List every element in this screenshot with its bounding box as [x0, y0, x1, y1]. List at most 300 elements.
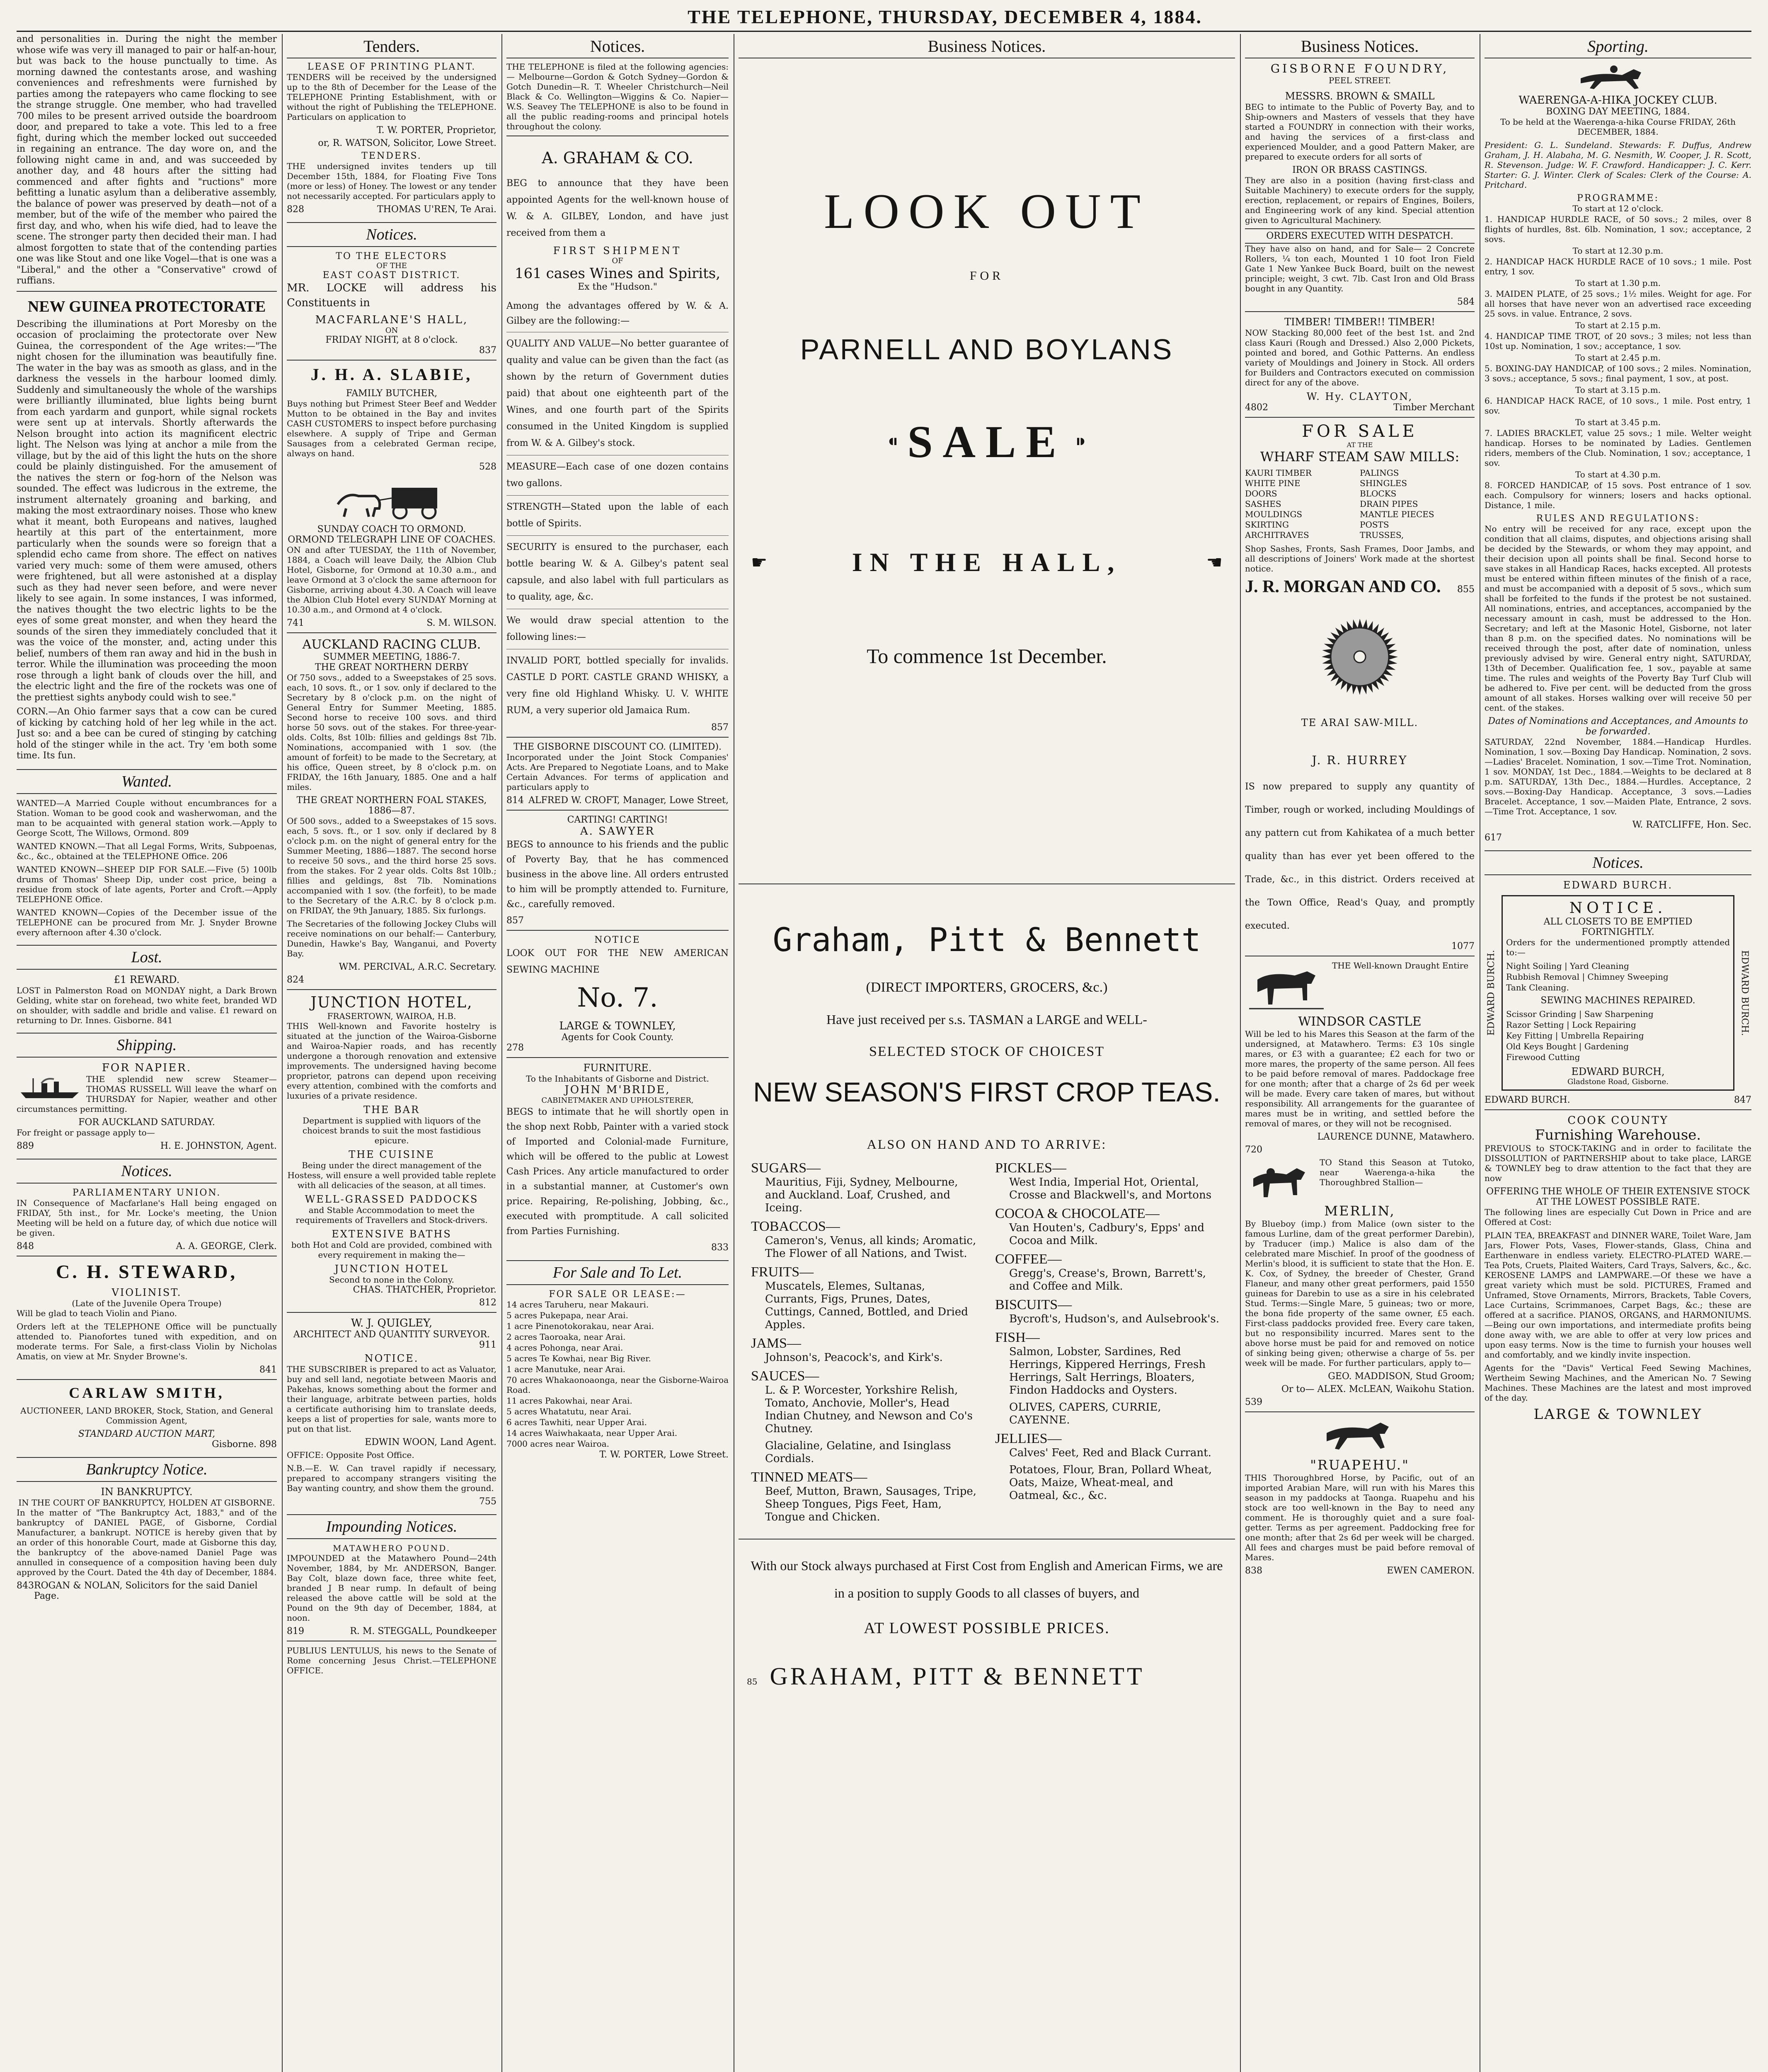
product-items: Muscatels, Elemes, Sultanas, Currants, Figs, Prunes, Dates, Cuttings, Canned, Bottled, and Dried Apples. — [765, 1280, 968, 1331]
section-heading-sporting: Sporting. — [1485, 34, 1751, 58]
ad-number: 848 — [17, 1241, 34, 1251]
merlin-body: By Blueboy (imp.) from Malice (own sister to the famous Lurline, dam of the great performer Darebin), by Traducer (imp.) Malice is also dam of the celebrated mare Mischief. In proof of the goodness of Merlin's blood, it is sufficient to state that the Hon. E. K. Cox, of Sydney, the breeder of Chester, Grand Flaneur, and many other great performers, paid 1550 guineas for Darebin to use as a sire in his celebrated Stud. Terms:—Single Mare, 5 guineas; two or more, the bona fide property of the same owner, £5 each. First-class paddocks provided free. Every care taken, but no responsibility incurred. Mares sent to the above horse must be paid for and removed on notice of sinking being given; otherwise a charge of 5s. per week will be made. For further particulars, apply to— — [1245, 1219, 1475, 1368]
ad-body: Buys nothing but Primest Steer Beef and Wedder Mutton to be obtained in the Bay and invites CASH CUSTOMERS to inspect before purchasing elsewhere. A supply of Tripe and German Sausages from a celebrated German recipe, always on hand. — [287, 399, 496, 458]
gpb-signature: GRAHAM, PITT & BENNETT — [770, 1663, 1145, 1690]
column-rule — [282, 34, 283, 2072]
ad-number: 617 — [1485, 833, 1502, 843]
sawmill-title: TE ARAI SAW-MILL. — [1301, 717, 1419, 729]
advertiser-sub: (Late of the Juvenile Opera Troupe) — [72, 1298, 222, 1308]
windsor-name: WINDSOR CASTLE — [1298, 1014, 1422, 1029]
gpb-left-list — [751, 1160, 978, 1528]
tender-title: LEASE OF PRINTING PLANT. — [307, 62, 476, 72]
hall-headline: IN THE HALL, — [852, 547, 1122, 577]
product-category: TOBACCOS— — [751, 1219, 840, 1234]
gpb-right-list — [995, 1160, 1223, 1528]
foundry-body: BEG to intimate to the Public of Poverty Bay, and to Ship-owners and Masters of vessels that they have started a FOUNDRY in connection with their works, and having the services of a first-class and experienced Moulder, and a good Pattern Maker, are prepared to execute orders for all sorts of — [1245, 102, 1475, 162]
burch-orders: Orders for the undermentioned promptly attended to:— — [1506, 937, 1730, 957]
saw-tooth — [1389, 655, 1398, 660]
race-title: THE GREAT NORTHERN DERBY — [315, 662, 469, 673]
furniture-body: BEGS to intimate that he will shortly open in the shop next Robb, Painter with a varied stock of Imported and Colonial-made Furniture, which will be offered to the public at Lowest Cash Prices. Any article manufactured to order in a substantial manner, at Customer's own price. Repairing, Re-polishing, Jobbing, &c., executed with promptitude. A call solicited from Parties Furnishing. — [506, 1107, 729, 1237]
sale-banner — [739, 416, 1235, 468]
column-5 — [1245, 34, 1475, 2072]
timber-product: WHITE PINE — [1245, 478, 1301, 488]
sale-commence: To commence 1st December. — [867, 644, 1107, 668]
merlin-name: MERLIN, — [1324, 1203, 1395, 1219]
ad-number: 889 — [17, 1140, 34, 1151]
lookout-headline: LOOK OUT — [824, 184, 1150, 239]
cook-county-offer: OFFERING THE WHOLE OF THEIR EXTENSIVE STOCK — [1486, 1186, 1750, 1197]
bankruptcy-court: IN THE COURT OF BANKRUPTCY, HOLDEN AT GISBORNE. — [18, 1497, 275, 1508]
burch-side-left: EDWARD BURCH. — [1486, 950, 1497, 1036]
column-rule — [1240, 34, 1241, 2072]
ad-number: 741 — [287, 618, 304, 628]
ruapehu-signature: EWEN CAMERON. — [1387, 1566, 1475, 1576]
ad-number: 828 — [287, 204, 304, 215]
bankruptcy-title: IN BANKRUPTCY. — [101, 1486, 193, 1498]
advertiser-title: ARCHITECT AND QUANTITY SURVEYOR. — [293, 1329, 490, 1340]
service-line: Old Keys Bought | Gardening — [1506, 1041, 1629, 1051]
burch-services — [1506, 961, 1730, 1063]
product-category: JELLIES— — [995, 1431, 1062, 1446]
advertiser-name: J. H. A. SLABIE, — [310, 365, 473, 384]
hotel-feature-text: Being under the direct management of the Hostess, will ensure a well provided table replete with all delicacies of the season, at all times. — [287, 1160, 496, 1190]
burch-address: Gladstone Road, Gisborne. — [1567, 1077, 1669, 1086]
dates-signature: W. RATCLIFFE, Hon. Sec. — [1632, 820, 1751, 830]
section-heading-bankruptcy: Bankruptcy Notice. — [17, 1457, 277, 1482]
timber-product: ARCHITRAVES — [1245, 530, 1309, 540]
saw-tooth — [1363, 619, 1369, 629]
gpb-selected: SELECTED STOCK OF CHOICEST — [869, 1044, 1105, 1059]
foundry-body: They have also on hand, and for Sale— 2 Concrete Rollers, ¼ ton each, Mounted 1 10 foot Iron Field Gate 1 New Yankee Buck Board, built on the newest principle; weight, 3 cwt. 7lb. Cast Iron and Old Brass bought in any Quantity. — [1245, 244, 1475, 293]
section-heading-notices: Notices. — [287, 222, 496, 247]
product-items: Calves' Feet, Red and Black Currant. — [1009, 1447, 1211, 1459]
shipping-title: FOR NAPIER. — [102, 1061, 192, 1074]
steamship-icon — [17, 1076, 83, 1101]
cook-county-rate: AT THE LOWEST POSSIBLE RATE. — [1536, 1197, 1700, 1207]
hotel-feature-text: and Stable Accommodation to meet the requirements of Travellers and Stock-drivers. — [295, 1205, 488, 1225]
windsor-signature: LAURENCE DUNNE, Matawhero. — [1317, 1132, 1475, 1142]
divider — [287, 1312, 496, 1313]
service-line: Rubbish Removal | Chimney Sweeping — [1506, 972, 1669, 982]
merlin-signature: GEO. MADDISON, Stud Groom; — [1328, 1371, 1475, 1382]
product-items: Johnson's, Peacock's, and Kirk's. — [765, 1351, 943, 1364]
race-entry: 7. LADIES BRACKLET, value 25 sovs.; 1 mile. Welter weight handicap. Horses to be nominated by Ladies. Gentlemen riders, members of the Club. Nomination, 1 sov.; acceptance, 1 sov. — [1485, 428, 1751, 468]
dates-body: SATURDAY, 22nd November, 1884.—Handicap Hurdles. Nomination, 1 sov.—Boxing Day Handicap. Nomination, 2 sovs.—Ladies' Bracelet. Nomination, 1 sov.—Time Trot. Nomination, 1 sov. MONDAY, 1st Dec., 1884.—Weights to be declared at 8 p.m. SATURDAY, 13th Dec., 1884.—Hurdles. Acceptance, 2 sovs.—Boxing-Day Handicap. Acceptance, 3 sovs.—Ladies Bracelet. Acceptance, 1 sov.—Maiden Plate, Entrance, 2 sovs.—Time Trot. Acceptance, 1 sov. — [1485, 737, 1751, 816]
advertiser-title: VIOLINIST. — [111, 1286, 182, 1298]
service-line: Night Soiling | Yard Cleaning — [1506, 961, 1629, 971]
notice-body: THE TELEPHONE is filed at the following agencies:— Melbourne—Gordon & Gotch Sydney—Gordon & Gotch Dunedin—R. T. Wheeler Christchurch—Neil Black & Co. Wellington—Wiggins & Co. Napier—W.S. Seavey The TELEPHONE is also to be found in all the public reading-rooms and principal hotels throughout the colony. — [506, 62, 729, 131]
advertiser-name: A. GRAHAM & CO. — [542, 149, 693, 167]
burch-side-right: EDWARD BURCH. — [1739, 950, 1750, 1036]
column-3 — [506, 34, 729, 2072]
saw-tooth — [1322, 654, 1331, 659]
sewing-machine-number: No. 7. — [577, 983, 658, 1013]
furniture-sub: To the Inhabitants of Gisborne and District. — [526, 1074, 709, 1084]
product-entry — [995, 1330, 1223, 1397]
service-line: Scissor Grinding | Saw Sharpening — [1506, 1009, 1654, 1019]
hotel-signature: CHAS. THATCHER, Proprietor. — [353, 1285, 496, 1295]
product-items: West India, Imperial Hot, Oriental, Crosse and Blackwell's, and Mortons — [1009, 1176, 1212, 1201]
jockey-club-officials: President: G. L. Sundeland. Stewards: F. Duffus, Andrew Graham, J. H. Alabaha, M. G. Nesmith, W. Cooper, J. R. Scott, R. Stevenson. Judge: W. F. Crawford. Handicapper: J. C. Kerr. Starter: G. J. Winter. Clerk of Scales: Clerk of the Course: A. Pritchard. — [1485, 140, 1751, 190]
race-entry: 4. HANDICAP TIME TROT, of 20 sovs.; 3 miles; not less than 10st up. Nomination, 1 sov.; acceptance, 1 sov. — [1485, 331, 1751, 351]
burch-signature: EDWARD BURCH, — [1571, 1066, 1665, 1077]
advertiser-title: FAMILY BUTCHER, — [346, 388, 438, 399]
notice-signature: EDWIN WOON, Land Agent. — [365, 1437, 496, 1447]
foundry-body: They are also in a position (having first-class and Suitable Machinery) to execute orders for the supply, erection, replacement, or repairs of Engines, Boilers, and Engineering work of any kind. Special attention given to Agricultural Machinery. — [1245, 175, 1475, 225]
sale-headline: SALE — [907, 416, 1066, 467]
notice-hall: MACFARLANE'S HALL, — [315, 314, 468, 326]
advertiser-name: CARLAW SMITH, — [69, 1384, 225, 1401]
for-sale-item: 5 acres Whatatutu, near Arai. — [506, 1406, 632, 1416]
product-category: COCOA & CHOCOLATE— — [995, 1206, 1160, 1221]
timber-products-left — [1245, 468, 1360, 540]
lookout-for: FOR — [969, 269, 1004, 283]
notice-body: MR. LOCKE will address his Constituents in — [287, 282, 496, 309]
wanted-ad: WANTED KNOWN.—That all Legal Forms, Writs, Subpoenas, &c., &c., obtained at the TELEPHONE Office. 206 — [17, 841, 277, 861]
divider — [506, 495, 729, 496]
shipment-title: FIRST SHIPMENT — [553, 245, 682, 257]
notice-district: EAST COAST DISTRICT. — [322, 270, 461, 281]
divider — [287, 360, 496, 361]
hotel-body: THIS Well-known and Favorite hostelry is situated at the junction of the Wairoa-Gisborne and Wairoa-Napier roads, and has recently undergone a thorough renovation and extensive improvements. The undersigned having become proprietor, patrons can depend upon receiving every attention, combined with the comforts and luxuries of a private residence. — [287, 1021, 496, 1101]
pound-title: MATAWHERO POUND. — [332, 1543, 450, 1553]
section-heading-business: Business Notices. — [739, 34, 1235, 58]
for-sale-title: FOR SALE OR LEASE:— — [549, 1289, 686, 1300]
burch-foot: EDWARD BURCH. — [1485, 1095, 1570, 1105]
timber-product: POSTS — [1360, 520, 1389, 530]
product-entry — [751, 1368, 978, 1435]
hall-line — [739, 547, 1235, 578]
divider — [287, 632, 496, 633]
hotel-feature: THE BAR — [363, 1104, 420, 1116]
race-start-time: To start at 3.45 p.m. — [1575, 417, 1661, 427]
saw-tooth — [1351, 619, 1358, 629]
article-continuation: and personalities in. During the night the member whose wife was very ill managed to pair or half-an-hour, but was back to the house punctually to time. As morning dawned the contestants arose, and washing conveniences and refreshments were furnished by parties among the ratepayers who came flocking to see the strange struggle. One member, who had travelled 700 miles to be present arrived outside the boardroom door, and prepared to take a vote. This led to a free fight, during which the member locked out succeeded in regaining an entrance. The day wore on, and the following night came in and, and was succeeded by another day, and 48 hours after the sitting had commenced and after fights and "ructions" more befitting a lunatic asylum than a deliberative assembly, the balance of power was preserved by death—not of a member, but of the wife of the member who paired the first day, and who, when his wife died, had to leave the scene. The stronger party then decided their man. I had almost forgotten to state that of the contending parties one was like Stout and one like Vogel—that is one was a "Liberal," and the other a "Conservative" crowd of ruffians. — [17, 34, 277, 286]
ad-number: 539 — [1245, 1397, 1262, 1407]
hotel-second: Second to none in the Colony. — [329, 1275, 454, 1285]
foundry-title: GISBORNE FOUNDRY, — [1270, 62, 1449, 75]
gpb-stock: With our Stock always purchased at First Cost from English and American Firms, we are in a position to supply Goods to all classes of buyers, and — [751, 1558, 1223, 1600]
discount-body: Incorporated under the Joint Stock Companies' Acts. Are Prepared to Negotiate Loans, and to Make Certain Advances. For terms of application and particulars apply to — [506, 752, 729, 792]
divider — [17, 1379, 277, 1380]
ad-number: 837 — [479, 345, 496, 356]
saw-tooth — [1388, 648, 1398, 655]
shipping-ad: THE splendid new screw Steamer— THOMAS RUSSELL Will leave the wharf on THURSDAY for Napier, weather and other circumstances permitting. — [17, 1074, 277, 1114]
notice-office: OFFICE: Opposite Post Office. — [287, 1450, 414, 1460]
lost-reward: £1 REWARD. — [114, 973, 180, 985]
gpb-subtitle: (DIRECT IMPORTERS, GROCERS, &c.) — [866, 980, 1108, 995]
ad-body: INVALID PORT, bottled specially for invalids. CASTLE D PORT. CASTLE GRAND WHISKY, a very fine old Highland Whisky. U. V. WHITE RUM, a very superior old Jamaica Rum. — [506, 656, 729, 716]
section-heading-for-sale: For Sale and To Let. — [506, 1260, 729, 1285]
column-rule — [501, 34, 502, 2072]
ad-body: QUALITY AND VALUE—No better guarantee of quality and value can be given than the fact (as shown by the return of Government duties paid) that about one eighteenth part of the Wines, and one fourth part of the Spirits consumed in the United Kingdom is supplied from W. & A. Gilbey's stock. — [506, 339, 729, 448]
hotel-title: JUNCTION HOTEL, — [310, 994, 473, 1011]
advertiser-name: W. J. QUIGLEY, — [351, 1317, 433, 1329]
for-sale-item: 1 acre Manutuke, near Arai. — [506, 1364, 625, 1374]
divider — [506, 810, 729, 811]
ad-number: 4802 — [1245, 402, 1268, 413]
ad-body: BEG to announce that they have been appointed Agents for the well-known house of W. & A. GILBEY, London, and have just received from them a — [506, 178, 729, 238]
ad-number: 1077 — [1451, 941, 1475, 951]
coach-title: SUNDAY COACH TO ORMOND. — [317, 524, 466, 535]
ad-body: SECURITY is ensured to the purchaser, each bottle bearing W. & A. Gilbey's patent seal capsule, and also label with full particulars as to quality, age, &c. — [506, 542, 729, 602]
shipment-cases: 161 cases Wines and Spirits, — [514, 265, 721, 282]
carting-name: A. SAWYER — [580, 825, 655, 838]
race-programme-list — [1485, 203, 1751, 510]
ad-number: 85 — [747, 1677, 758, 1687]
ad-number: 911 — [479, 1340, 496, 1350]
saw-tooth — [1350, 685, 1357, 695]
cook-county-sub: Furnishing Warehouse. — [1535, 1127, 1701, 1143]
jockey-racehorse-icon — [1564, 62, 1672, 91]
for-sale-at: AT THE — [1347, 441, 1373, 449]
timber-product: TRUSSES, — [1360, 530, 1404, 540]
race-body: Of 750 sovs., added to a Sweepstakes of 25 sovs. each, 10 sovs. ft., or 1 sov. only if declared to the Secretary by 8 o'clock p.m. on the night of General Entry for Summer Meeting, 1885. Second horse to receive 100 sovs. and third horse 50 sovs. out of the stakes. For three-year-olds. Colts, 8st 10lb: fillies and geldings 8st 7lb. Nominations, accompanied with 1 sov. (the amount of forfeit) to be made to the Secretary, at his office, Queen street, by 8 o'clock p.m. on FRIDAY, the 16th January, 1885. One and a half miles. — [287, 673, 496, 792]
hurrey-body: IS now prepared to supply any quantity of Timber, rough or worked, including Mouldings of any pattern cut from Kahikatea of a much better quality than has ever yet been offered to the Trade, &c., in this district. Orders received at the Town Office, Read's Quay, and promptly executed. — [1245, 782, 1475, 931]
rules-body: No entry will be received for any race, except upon the condition that all claims, disputes, and objections arising shall be decided by the Stewards, or whom they may appoint, and their decision upon all points shall be final. Second horse to save stakes in all Handicap Races, hacks excepted. All protests must be entered within fifteen minutes of the finish of a race, and must be accompanied with a deposit of 5 sovs., which sum shall be forfeited to the funds if the protest be not sustained. All nominations, entries, and acceptances, accompanied by the necessary amount in cash, must be addressed to the Hon. Secretary; and left at the Masonic Hotel, Gisborne, not later than 8 p.m. on the specified dates. No nominations will be received through the post, after date of nomination, unless previously advised by wire. General entry night, SATURDAY, 13th of December. Qualification fee, 1 sov., payable at same time. The rules and weights of the Poverty Bay Turf Club will be adhered to. Five per cent. will be deducted from the gross amount of all stakes. Horses walking over will receive 50 per cent. of the stakes. — [1485, 524, 1751, 713]
ornament-icon: ⁍ — [1074, 427, 1087, 457]
product-category: COFFEE— — [995, 1251, 1062, 1267]
divider — [1485, 1109, 1751, 1110]
shop-sashes: Shop Sashes, Fronts, Sash Frames, Door Jambs, and all descriptions of Joiners' Work made at the shortest notice. — [1245, 544, 1475, 574]
hotel-feature: EXTENSIVE BATHS — [332, 1228, 452, 1240]
timber-product: PALINGS — [1360, 468, 1399, 478]
hotel-name: JUNCTION HOTEL — [334, 1263, 449, 1275]
race-start-time: To start at 3.15 p.m. — [1575, 385, 1661, 395]
divider — [506, 930, 729, 931]
ad-number: 812 — [479, 1297, 496, 1308]
product-entry — [995, 1251, 1223, 1293]
product-items: Beef, Mutton, Brawn, Sausages, Tripe, Sheep Tongues, Pigs Feet, Ham, Tongue and Chicken. — [765, 1485, 977, 1523]
coach-sub: ORMOND TELEGRAPH LINE OF COACHES. — [288, 535, 496, 545]
notice-sub: OF THE — [376, 261, 407, 270]
timber-product: KAURI TIMBER — [1245, 468, 1312, 478]
ad-number: 847 — [1734, 1095, 1751, 1105]
product-items: Bycroft's, Hudson's, and Aulsebrook's. — [1009, 1313, 1219, 1325]
notice-signature: A. A. GEORGE, Clerk. — [176, 1241, 277, 1251]
for-sale-item: 14 acres Taruheru, near Makauri. — [506, 1300, 649, 1310]
advertiser-trade: CABINETMAKER AND UPHOLSTERER, — [541, 1096, 694, 1105]
carting-body: BEGS to announce to his friends and the public of Poverty Bay, that he has commenced business in the above line. All orders entrusted to him will be promptly attended to. Furniture, &c., carefully removed. — [506, 840, 729, 910]
racehorse-icon — [1314, 1416, 1405, 1454]
ad-body: Among the advantages offered by W. & A. Gilbey are the following:— — [506, 301, 729, 326]
for-sale-item: 4 acres Pohonga, near Arai. — [506, 1343, 623, 1353]
gpb-headline: Graham, Pitt & Bennett — [773, 922, 1201, 959]
article-paragraph: CORN.—An Ohio farmer says that a cow can be cured of kicking by catching hold of her leg while in the act. Just so: and a bee can be cured of stinging by catching hold of the stinger while in the act. Try 'em both some time. Its fun. — [17, 707, 277, 761]
hotel-feature-text: Department is supplied with liquors of the choicest brands to suit the most fastidious epicure. — [302, 1116, 481, 1145]
product-category: FISH— — [995, 1330, 1040, 1345]
foundry-despatch: ORDERS EXECUTED WITH DESPATCH. — [1245, 228, 1475, 244]
product-entry — [995, 1401, 1223, 1427]
race-title: THE GREAT NORTHERN FOAL STAKES, 1886—87. — [296, 795, 487, 816]
newspaper-masthead-title: THE TELEPHONE, THURSDAY, DECEMBER 4, 1884. — [688, 6, 1202, 27]
wharf-mill-title: WHARF STEAM SAW MILLS: — [1260, 449, 1460, 465]
notice-date: FRIDAY NIGHT, at 8 o'clock. — [325, 335, 458, 345]
service-line: Tank Cleaning. — [1506, 983, 1569, 992]
gpb-teas: NEW SEASON'S FIRST CROP TEAS. — [753, 1077, 1221, 1107]
racing-club-title: AUCKLAND RACING CLUB. — [302, 637, 481, 652]
for-sale-item: 1 acre Pinenotokorakau, near Arai. — [506, 1321, 654, 1331]
notice-title: NOTICE. — [364, 1353, 419, 1364]
cook-county-signature: LARGE & TOWNLEY — [1533, 1406, 1703, 1423]
notice-body: IN Consequence of Macfarlane's Hall being engaged on FRIDAY, 5th inst., for Mr. Locke's meeting, the Union Meeting will be held on a future day, of which due notice will be given. — [17, 1198, 277, 1238]
divider — [1245, 1411, 1475, 1412]
advertiser-name: JOHN M'BRIDE, — [564, 1084, 671, 1096]
cook-county-body: PLAIN TEA, BREAKFAST and DINNER WARE, Toilet Ware, Jam Jars, Flower Pots, Vases, Flower-stands, Glass, China and Earthenware in endless variety. ELECTRO-PLATED WARE.—Tea Pots, Cruets, Plaited Waiters, Card Trays, Salvers, &c., &c. KEROSENE LAMPS and LAMPWARE.—Of these we have a great variety which must be sold. PICTURES, Framed and Unframed, Stove Ornaments, Mirrors, Brackets, Table Covers, Lace Curtains, Scrimmanoes, Carpet Bags, &c.; these are offered at a sacrifice. PIANOS, ORGANS, and HARMONIUMS.—Being our own importations, and intermediate profits being done away with, we are able to offer at very low prices and upon easy terms. Now is the time to furnish your houses well and comfortably, and we kindly invite inspection. — [1485, 1230, 1751, 1360]
timber-signature: W. Hy. CLAYTON, — [1306, 391, 1413, 402]
rules-title: RULES AND REGULATIONS: — [1536, 513, 1700, 524]
for-sale-item: 5 acres Te Kowhai, near Big River. — [506, 1353, 651, 1363]
race-entry: 3. MAIDEN PLATE, of 25 sovs.; 1½ miles. Weight for age. For all horses that have never won an advertised race exceeding 25 sovs. in value. Entrance, 2 sovs. — [1485, 289, 1751, 319]
product-items: Salmon, Lobster, Sardines, Red Herrings, Kippered Herrings, Fresh Herrings, Salt Herrings, Bloaters, Findon Haddocks and Oysters. — [1009, 1346, 1206, 1397]
timber-products-right — [1360, 468, 1475, 540]
product-entry — [995, 1206, 1223, 1247]
ad-body: MEASURE—Each case of one dozen contains two gallons. — [506, 462, 729, 489]
sewing-machine-ad: LOOK OUT FOR THE NEW AMERICAN SEWING MACHINE — [506, 948, 729, 975]
section-heading-business: Business Notices. — [1245, 34, 1475, 58]
ruapehu-name: "RUAPEHU." — [1310, 1457, 1410, 1473]
race-entry: 5. BOXING-DAY HANDICAP, of 100 sovs.; 2 miles. Nomination, 3 sovs.; acceptance, 5 sovs.; final payment, 1 sov., at post. — [1485, 363, 1751, 383]
for-sale-signature: T. W. PORTER, Lowe Street. — [599, 1450, 729, 1460]
saw-tooth — [1362, 685, 1368, 695]
ad-sub: STANDARD AUCTION MART, — [78, 1428, 216, 1439]
ad-place: Gisborne. 898 — [212, 1439, 277, 1450]
race-start-time: To start at 1.30 p.m. — [1575, 278, 1661, 288]
notice-title: TO THE ELECTORS — [336, 251, 448, 261]
shipment-of: OF — [612, 257, 623, 265]
ad-body: Will be glad to teach Violin and Piano. — [17, 1308, 177, 1318]
timber-product: BLOCKS — [1360, 489, 1397, 499]
advertiser-name: LARGE & TOWNLEY, — [559, 1020, 676, 1032]
notice-body: PUBLIUS LENTULUS, his news to the Senate of Rome concerning Jesus Christ.—TELEPHONE OFFICE. — [287, 1646, 496, 1675]
product-items: L. & P. Worcester, Yorkshire Relish, Tomato, Anchovie, Moller's, Head Indian Chutney, and Newson and Co's Chutney. — [765, 1384, 973, 1435]
race-start-time: To start at 12 o'clock. — [1572, 203, 1664, 213]
foundry-sub: PEEL STREET. — [1328, 75, 1391, 85]
divider — [1245, 417, 1475, 418]
timber-body: NOW Stacking 80,000 feet of the best 1st. and 2nd class Kauri (Rough and Dressed.) Also 2,000 Pickets, pointed and bored, and Gothic Patterns. An endless variety of Mouldings and Joinery in Stock. All orders for Builders and Contractors executed on commission direct for any of the above. — [1245, 328, 1475, 387]
ad-number: 278 — [506, 1043, 524, 1053]
gpb-signature-row — [739, 1662, 1235, 1691]
saw-tooth — [1388, 660, 1398, 666]
product-items: OLIVES, CAPERS, CURRIE, CAYENNE. — [1009, 1401, 1161, 1426]
ad-body: Orders left at the TELEPHONE Office will be punctually attended to. Pianofortes tuned with expedition, and on moderate terms. For Sale, a first-class Violin by Nicholas Amatis, on view at Mr. Snyder Browne's. — [17, 1321, 277, 1361]
merlin-signature: Or to— ALEX. McLEAN, Waikohu Station. — [1281, 1384, 1475, 1394]
product-category: SUGARS— — [751, 1160, 821, 1176]
ornament-icon: ⁌ — [886, 427, 899, 457]
for-sale-item: 70 acres Whakaonoaonga, near the Gisborne-Wairoa Road. — [506, 1375, 729, 1395]
ad-number: 819 — [287, 1626, 304, 1636]
morgan-name: J. R. MORGAN AND CO. — [1245, 577, 1441, 596]
for-sale-item: 7000 acres near Wairoa. — [506, 1439, 609, 1449]
race-start-time: To start at 2.15 p.m. — [1575, 320, 1661, 330]
product-category: PICKLES— — [995, 1160, 1066, 1176]
shipment-ex: Ex the "Hudson." — [578, 282, 657, 292]
article-headline: NEW GUINEA PROTECTORATE — [27, 298, 266, 315]
hotel-feature: THE CUISINE — [349, 1149, 435, 1160]
advertiser-name: C. H. STEWARD, — [56, 1261, 237, 1282]
burch-notice: NOTICE. — [1569, 900, 1667, 917]
product-entry — [995, 1297, 1223, 1326]
burch-name: EDWARD BURCH. — [1563, 879, 1673, 891]
ad-number: 824 — [287, 975, 304, 985]
timber-product: DRAIN PIPES — [1360, 499, 1418, 509]
divider — [506, 535, 729, 536]
cook-county-title: COOK COUNTY — [1567, 1114, 1669, 1127]
racing-signature: WM. PERCIVAL, A.R.C. Secretary. — [339, 962, 496, 972]
wanted-ad: WANTED KNOWN—SHEEP DIP FOR SALE.—Five (5) 100lb drums of Thomas' Sheep Dip, under cost price, being a residue from stock of late agents, Porter and Croft.—Apply TELEPHONE Office. — [17, 864, 277, 904]
ad-number: 528 — [479, 462, 496, 472]
notice-body: THE SUBSCRIBER is prepared to act as Valuator, buy and sell land, negotiate between Maoris and Pakehas, knows something about the former and their language, arbitrate between parties, holds a certificate authorising him to translate deeds, keeps a list of properties for sale, wants more to put on that list. — [287, 1364, 496, 1434]
column-4 — [739, 34, 1235, 2072]
timber-product: SKIRTING — [1245, 520, 1289, 530]
product-entry — [995, 1464, 1223, 1502]
product-items: Mauritius, Fiji, Sydney, Melbourne, and Auckland. Loaf, Crushed, and Iceing. — [765, 1176, 958, 1214]
discount-title: THE GISBORNE DISCOUNT CO. (LIMITED). — [513, 742, 722, 752]
merlin-intro: TO Stand this Season at Tutoko, near Waerenga-a-hika the Thoroughbred Stallion— — [1320, 1157, 1475, 1187]
advertiser-sub: Agents for Cook County. — [561, 1032, 674, 1043]
product-entry — [995, 1160, 1223, 1202]
parnell-boylans: PARNELL AND BOYLANS — [800, 333, 1174, 366]
stallion-icon — [1245, 1160, 1315, 1201]
product-category: SAUCES— — [751, 1368, 819, 1384]
wanted-ad: WANTED KNOWN—Copies of the December issue of the TELEPHONE can be procured from Mr. J. Snyder Browne every afternoon after 4.30 o'clock. — [17, 907, 277, 937]
for-sale-item: 11 acres Pakowhai, near Arai. — [506, 1396, 632, 1406]
racing-club-sub: SUMMER MEETING, 1886-7. — [323, 652, 460, 662]
ad-body: STRENGTH—Stated upon the lable of each bottle of Spirits. — [506, 502, 729, 529]
timber-trade: Timber Merchant — [1393, 402, 1475, 413]
burch-box — [1502, 895, 1734, 1091]
divider — [287, 989, 496, 990]
windsor-intro: THE Well-known Draught Entire — [1332, 961, 1469, 971]
ad-number: 755 — [479, 1496, 496, 1507]
race-start-time: To start at 4.30 p.m. — [1575, 470, 1661, 479]
coach-illustration-icon — [329, 475, 454, 521]
timber-product: MOULDINGS — [1245, 509, 1303, 519]
product-category: BISCUITS— — [995, 1297, 1072, 1312]
tender-body: THE undersigned invites tenders up till December 15th, 1884, for Floating Five Tons (more or less) of Honey. The lowest or any tender not necessarily accepted. For particulars apply to — [287, 161, 496, 201]
notice-title: PARLIAMENTARY UNION. — [72, 1187, 221, 1198]
notice-body: N.B.—E. W. Can travel rapidly if necessary, prepared to accompany strangers visiting the Bay wanting country, and show them the ground. — [287, 1463, 496, 1493]
masthead-rule — [17, 31, 1751, 32]
product-entry — [751, 1469, 978, 1524]
race-entry: 2. HANDICAP HACK HURDLE RACE of 10 sovs.; 1 mile. Post entry, 1 sov. — [1485, 257, 1751, 276]
hotel-place: FRASERTOWN, WAIROA, H.B. — [327, 1011, 456, 1021]
race-body: Of 500 sovs., added to a Sweepstakes of 15 sovs. each, 5 sovs. ft., or 1 sov. only if declared by 8 o'clock p.m. on the night of general entry for the Summer Meeting, 1886—1887. The second horse to receive 50 sovs., and the third horse 25 sovs. from the stakes. For 2 year olds. Colts 8st 10lb.; fillies and geldings, 8st 7lb. Nominations accompanied with 1 sov. (the forfeit), to be made to the Secretary of the A.R.C. by 8 o'clock p.m. on FRIDAY, the 9th January, 1885. Six furlongs. — [287, 816, 496, 915]
ad-number: 814 — [506, 795, 524, 806]
section-heading-lost: Lost. — [17, 945, 277, 970]
ad-number: 855 — [1457, 584, 1475, 595]
foundry-iron: IRON OR BRASS CASTINGS. — [1292, 165, 1427, 175]
timber-products — [1245, 468, 1475, 540]
wanted-ad: WANTED—A Married Couple without encumbrances for a Station. Woman to be good cook and washerwoman, and the man to be acquainted with general station work.—Apply to George Scott, The Willows, Ormond. 809 — [17, 798, 277, 838]
tender-title: TENDERS. — [361, 151, 422, 161]
ad-number: 838 — [1245, 1566, 1262, 1576]
pointing-hand-icon: ☚ — [1206, 552, 1223, 573]
ad-number: 584 — [1457, 297, 1475, 307]
product-items: Cameron's, Venus, all kinds; Aromatic, The Flower of all Nations, and Twist. — [765, 1234, 976, 1260]
service-line: Key Fitting | Umbrella Repairing — [1506, 1031, 1644, 1041]
coach-signature: S. M. WILSON. — [426, 618, 496, 628]
discount-signature: ALFRED W. CROFT, Manager, Lowe Street, — [528, 795, 729, 806]
divider — [506, 1057, 729, 1058]
cook-county-body: PREVIOUS to STOCK-TAKING and in order to facilitate the DISSOLUTION of PARTNERSHIP about to take place, LARGE & TOWNLEY beg to draw attention to the fact that they are now — [1485, 1143, 1751, 1183]
draught-horse-icon — [1245, 963, 1328, 1013]
timber-product: DOORS — [1245, 489, 1277, 499]
gpb-also: ALSO ON HAND AND TO ARRIVE: — [867, 1137, 1107, 1152]
coach-body: ON and after TUESDAY, the 11th of November, 1884, a Coach will leave Daily, the Albion Club Hotel, Gisborne, for Ormond at 10.30 a.m., and leave Ormond at 3 o'clock the same afternoon for Gisborne, arriving about 4.30. A Coach will leave the Albion Club Hotel every SUNDAY Morning at 10.30 a.m., and Ormond at 4 o'clock. — [287, 545, 496, 615]
section-heading-shipping: Shipping. — [17, 1033, 277, 1058]
product-category: FRUITS— — [751, 1264, 814, 1280]
